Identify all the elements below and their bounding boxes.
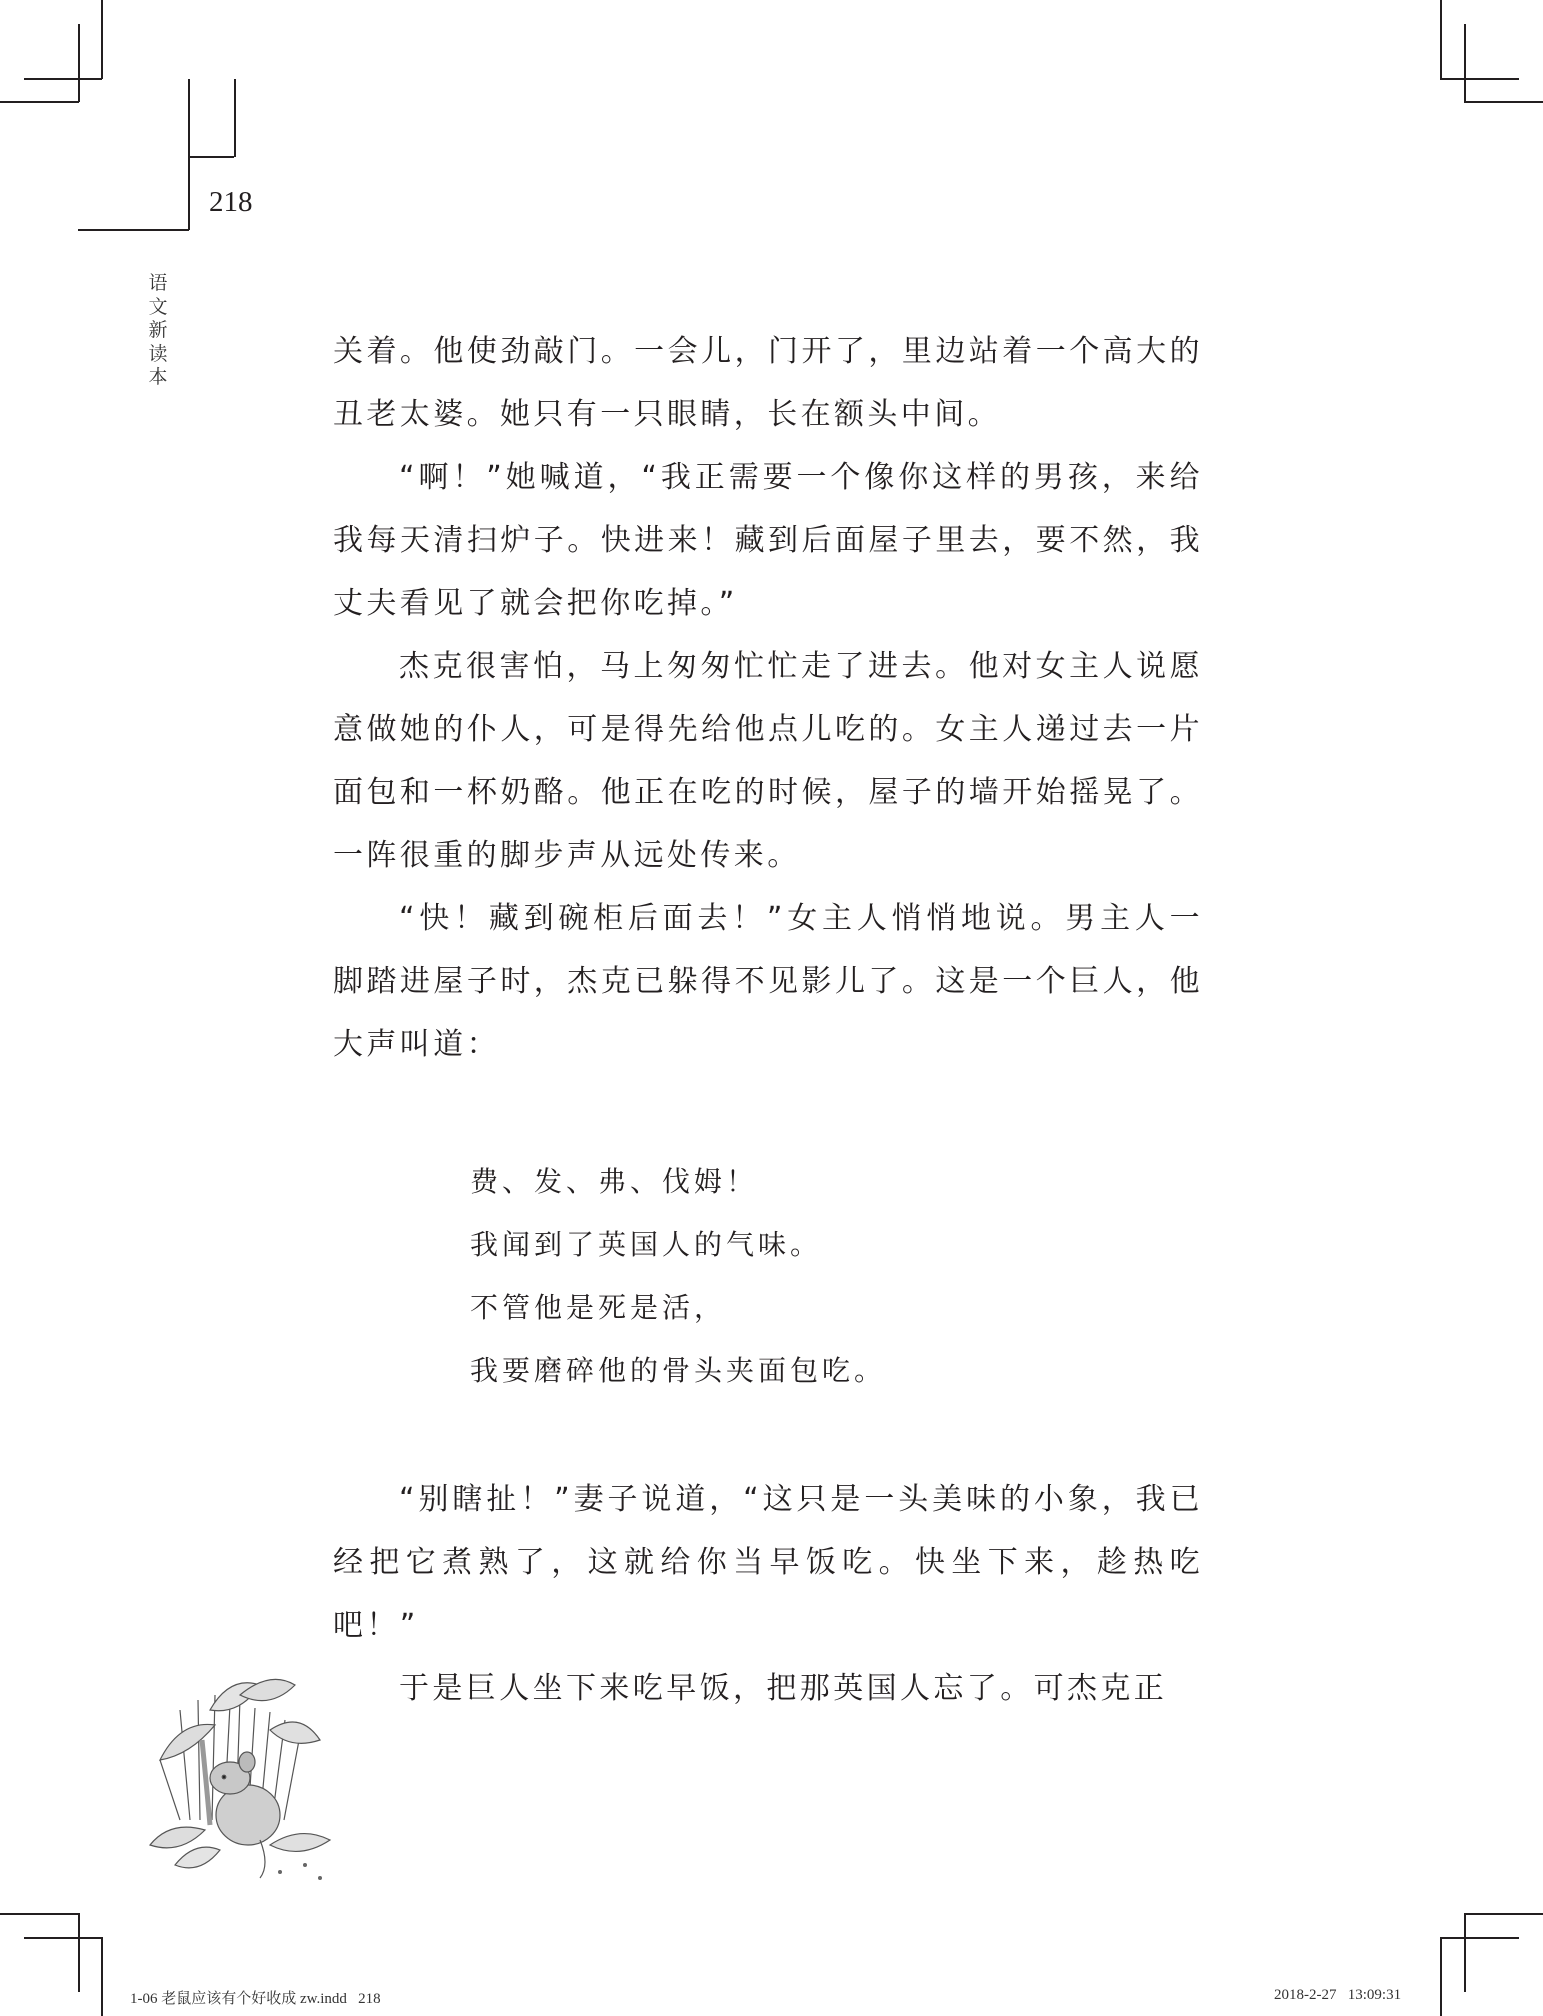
crop-mark	[24, 78, 102, 80]
header-frame-line	[188, 156, 234, 158]
book-title-vertical: 语文新读本	[148, 272, 168, 388]
crop-mark	[1464, 24, 1466, 102]
paragraph: “快！藏到碗柜后面去！”女主人悄悄地说。男主人一脚踏进屋子时，杰克已躲得不见影儿了。这是一个巨人，他大声叫道：	[333, 901, 1203, 1062]
poem-line: 费、发、弗、伐姆！	[470, 1165, 759, 1198]
crop-mark	[101, 0, 103, 79]
header-frame-line	[188, 79, 190, 230]
paragraph: 关着。他使劲敲门。一会儿，门开了，里边站着一个高大的丑老太婆。她只有一只眼睛，长在额头中间。	[333, 334, 1203, 432]
crop-mark	[1464, 1913, 1543, 1915]
paragraph: “别瞎扯！”妻子说道，“这只是一头美味的小象，我已经把它煮熟了，这就给你当早饭吃。快坐下来，趁热吃吧！”	[333, 1482, 1203, 1643]
poem-block	[470, 1150, 886, 1402]
crop-mark	[78, 1913, 80, 1992]
footer-file-info: 1-06 老鼠应该有个好收成 zw.indd 218	[130, 1991, 381, 2007]
crop-mark	[1440, 78, 1519, 80]
poem-line: 不管他是死是活，	[470, 1291, 727, 1324]
footer-timestamp: 2018-2-27 13:09:31	[1274, 1987, 1402, 2003]
header-frame-line	[78, 229, 189, 231]
paragraph: “啊！”她喊道，“我正需要一个像你这样的男孩，来给我每天清扫炉子。快进来！藏到后面屋子里去，要不然，我丈夫看见了就会把你吃掉。”	[333, 460, 1203, 621]
crop-mark	[101, 1937, 103, 2016]
paragraph: 杰克很害怕，马上匆匆忙忙走了进去。他对女主人说愿意做她的仆人，可是得先给他点儿吃的。女主人递过去一片面包和一杯奶酪。他正在吃的时候，屋子的墙开始摇晃了。一阵很重的脚步声从远处传来。	[333, 649, 1203, 873]
mouse-sketch-icon	[120, 1650, 350, 1880]
crop-mark	[0, 1913, 79, 1915]
paragraph: 于是巨人坐下来吃早饭，把那英国人忘了。可杰克正	[399, 1671, 1168, 1706]
header-frame-line	[234, 79, 236, 157]
body-text-top	[333, 320, 1203, 1076]
mouse-illustration	[120, 1650, 350, 1880]
body-text-bottom	[333, 1468, 1203, 1720]
poem-line: 我闻到了英国人的气味。	[470, 1228, 823, 1261]
crop-mark	[24, 1937, 102, 1939]
page-number: 218	[209, 186, 253, 218]
crop-mark	[1440, 1937, 1519, 1939]
crop-mark	[1464, 101, 1543, 103]
crop-mark	[1464, 1913, 1466, 1992]
crop-mark	[78, 24, 80, 102]
crop-mark	[0, 101, 79, 103]
crop-mark	[1440, 0, 1442, 79]
poem-line: 我要磨碎他的骨头夹面包吃。	[470, 1354, 887, 1387]
crop-mark	[1440, 1937, 1442, 2016]
